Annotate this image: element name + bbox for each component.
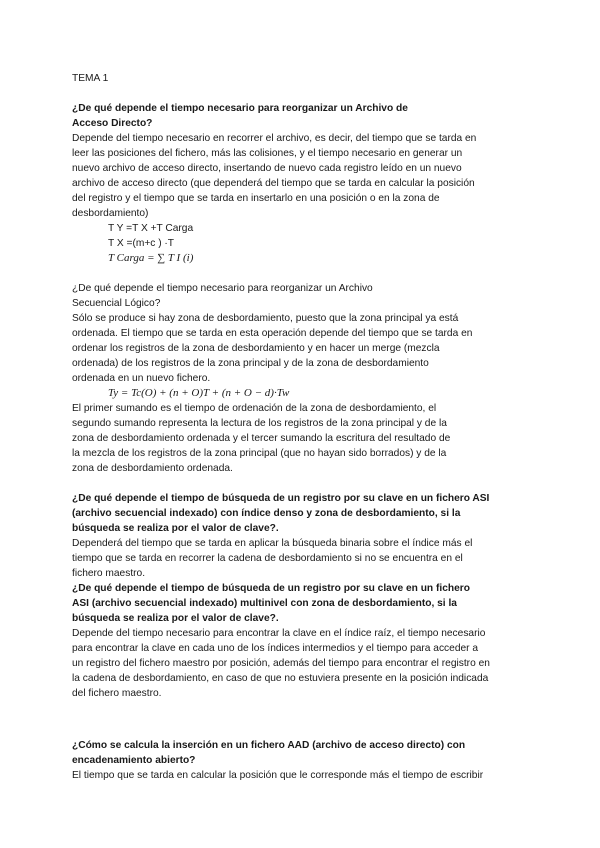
q4-body-line: para encontrar la clave en cada uno de los índices intermedios y el tiempo para acceder a [72,643,479,654]
q1-formula-line: T Y =T X +T Carga [108,223,194,234]
q1-body-line: leer las posiciones del fichero, más las colisiones, y el tiempo necesario en generar un [72,148,463,159]
q2-body-line: zona de desbordamiento ordenada y el tercer sumando la escritura del resultado de [72,433,451,444]
q5-heading-line: encadenamiento abierto? [72,755,196,766]
q2-body-line: El primer sumando es el tiempo de ordenación de la zona de desbordamiento, el [72,403,437,414]
q1-body-line: archivo de acceso directo (que dependerá del tiempo que se tarda en calcular la posición [72,178,475,189]
q3-body-line: tiempo que se tarda en recorrer la cadena de desbordamiento si no se encuentra en el [72,553,463,564]
q2-body-line: segundo sumando representa la lectura de los registros de la zona principal y de la [72,418,447,429]
q4-heading-line: ¿De qué depende el tiempo de búsqueda de un registro por su clave en un fichero [72,583,470,594]
q1-formula-line: T X =(m+c ) ·T [108,238,175,249]
q2-body-line: zona de desbordamiento ordenada. [72,463,233,474]
q1-body-line: desbordamiento) [72,208,149,219]
page-title: TEMA 1 [72,73,109,84]
q1-formula-line: T Carga = ∑ T I (i) [108,252,194,264]
q5-heading-line: ¿Cómo se calcula la inserción en un fichero AAD (archivo de acceso directo) con [72,740,466,751]
q3-body-line: fichero maestro. [72,568,146,579]
q4-heading-line: búsqueda se realiza por el valor de clave?. [72,613,279,624]
q1-heading-line: Acceso Directo? [72,118,153,129]
q2-formula-line: Ty = Tc(O) + (n + O)T + (n + O − d)·Tw [108,387,290,399]
q1-heading-line: ¿De qué depende el tiempo necesario para reorganizar un Archivo de [72,103,408,114]
q5-body-line: El tiempo que se tarda en calcular la posición que le corresponde más el tiempo de escribir [72,770,484,781]
q4-body-line: del fichero maestro. [72,688,162,699]
q2-body-line: Sólo se produce si hay zona de desbordamiento, puesto que la zona principal ya está [72,313,459,324]
q4-heading-line: ASI (archivo secuencial indexado) multinivel con zona de desbordamiento, si la [72,598,457,609]
q2-body-line: la mezcla de los registros de la zona principal (que no hayan sido borrados) y de la [72,448,447,459]
q2-heading-line: Secuencial Lógico? [72,298,161,309]
q4-body-line: Depende del tiempo necesario para encontrar la clave en el índice raíz, el tiempo necesario [72,628,486,639]
q1-body-line: nuevo archivo de acceso directo, insertando de nuevo cada registro leído en un nuevo [72,163,462,174]
q2-body-line: ordenada en un nuevo fichero. [72,373,211,384]
q4-body-line: un registro del fichero maestro por posición, además del tiempo para encontrar el registro en [72,658,490,669]
q3-body-line: Dependerá del tiempo que se tarda en aplicar la búsqueda binaria sobre el índice más el [72,538,473,549]
q1-body-line: del registro y el tiempo que se tarda en insertarlo en una posición o en la zona de [72,193,440,204]
q2-body-line: ordenada. El tiempo que se tarda en esta operación depende del tiempo que se tarda en [72,328,473,339]
q3-heading-line: (archivo secuencial indexado) con índice denso y zona de desbordamiento, si la [72,508,461,519]
q4-body-line: la cadena de desbordamiento, en caso de que no estuviera presente en la posición indicada [72,673,489,684]
q3-heading-line: búsqueda se realiza por el valor de clave?. [72,523,279,534]
q3-heading-line: ¿De qué depende el tiempo de búsqueda de un registro por su clave en un fichero ASI [72,493,490,504]
q2-body-line: ordenar los registros de la zona de desbordamiento y en hacer un merge (mezcla [72,343,440,354]
q2-heading-line: ¿De qué depende el tiempo necesario para reorganizar un Archivo [72,283,373,294]
q2-body-line: ordenada) de los registros de la zona principal y de la zona de desbordamiento [72,358,429,369]
q1-body-line: Depende del tiempo necesario en recorrer el archivo, es decir, del tiempo que se tarda en [72,133,477,144]
